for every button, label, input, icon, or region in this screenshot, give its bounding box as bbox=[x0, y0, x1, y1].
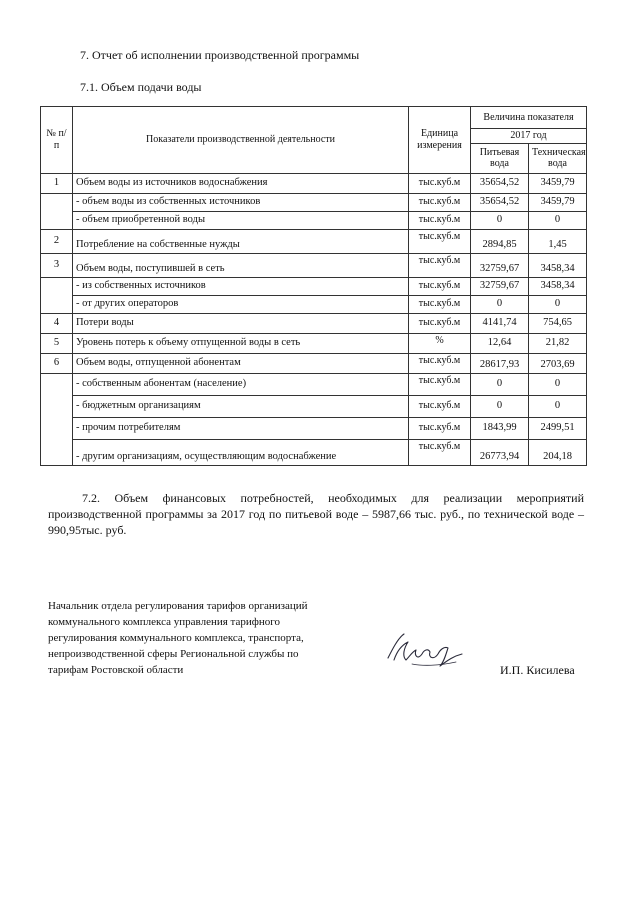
row-drinking: 0 bbox=[471, 295, 529, 313]
row-drinking: 26773,94 bbox=[471, 439, 529, 465]
row-technical: 2703,69 bbox=[529, 353, 587, 373]
row-num: 3 bbox=[41, 253, 73, 277]
row-name: Объем воды из источников водоснабжения bbox=[73, 173, 409, 193]
row-technical: 0 bbox=[529, 211, 587, 229]
table-row bbox=[41, 277, 587, 295]
finance-paragraph: 7.2. Объем финансовых потребностей, необходимых для реализации мероприятий производственной программы за 2017 год по питьевой воде – 5987,66 тыс. руб., по технической воде – 990,95тыс. руб. bbox=[48, 491, 584, 537]
row-technical: 3458,34 bbox=[529, 253, 587, 277]
row-num: 1 bbox=[41, 173, 73, 193]
header-drinking: Питьевая вода bbox=[471, 143, 529, 173]
row-num: 5 bbox=[41, 333, 73, 353]
signatory-title-line: коммунального комплекса управления тарифного bbox=[48, 616, 280, 628]
section-title: 7. Отчет об исполнении производственной программы bbox=[80, 48, 360, 62]
header-unit: Единица измерения bbox=[409, 107, 471, 174]
row-name: - объем воды из собственных источников bbox=[73, 193, 409, 211]
row-unit: тыс.куб.м bbox=[409, 193, 471, 211]
row-unit: тыс.куб.м bbox=[409, 395, 471, 417]
table-row bbox=[41, 313, 587, 333]
row-technical: 1,45 bbox=[529, 229, 587, 253]
row-drinking: 2894,85 bbox=[471, 229, 529, 253]
row-technical: 0 bbox=[529, 295, 587, 313]
table-row bbox=[41, 353, 587, 373]
table-row bbox=[41, 417, 587, 439]
signatory-title-line: Начальник отдела регулирования тарифов организаций bbox=[48, 600, 308, 612]
row-num-empty bbox=[41, 277, 73, 313]
row-technical: 0 bbox=[529, 373, 587, 395]
table-row bbox=[41, 193, 587, 211]
row-name: Потери воды bbox=[73, 313, 409, 333]
row-drinking: 28617,93 bbox=[471, 353, 529, 373]
row-name: Потребление на собственные нужды bbox=[73, 229, 409, 253]
signatory-title-line: непроизводственной сферы Региональной службы по bbox=[48, 648, 299, 660]
row-unit: тыс.куб.м bbox=[409, 253, 471, 277]
table-row bbox=[41, 395, 587, 417]
row-name: - объем приобретенной воды bbox=[73, 211, 409, 229]
row-drinking: 0 bbox=[471, 373, 529, 395]
table-row bbox=[41, 439, 587, 465]
row-name: Объем воды, отпущенной абонентам bbox=[73, 353, 409, 373]
table-row bbox=[41, 373, 587, 395]
row-unit: тыс.куб.м bbox=[409, 439, 471, 465]
section-subtitle: 7.1. Объем подачи воды bbox=[80, 80, 202, 94]
signatory-title-line: регулирования коммунального комплекса, транспорта, bbox=[48, 632, 304, 644]
row-drinking: 35654,52 bbox=[471, 173, 529, 193]
header-value: Величина показателя bbox=[471, 107, 587, 129]
table-row bbox=[41, 333, 587, 353]
row-name: - бюджетным организациям bbox=[73, 395, 409, 417]
handwritten-signature bbox=[382, 630, 472, 674]
row-drinking: 12,64 bbox=[471, 333, 529, 353]
table-row bbox=[41, 173, 587, 193]
row-name: - прочим потребителям bbox=[73, 417, 409, 439]
row-unit: тыс.куб.м bbox=[409, 173, 471, 193]
row-technical: 21,82 bbox=[529, 333, 587, 353]
table-row bbox=[41, 211, 587, 229]
table-row bbox=[41, 229, 587, 253]
row-technical: 754,65 bbox=[529, 313, 587, 333]
signatory-name: И.П. Кисилева bbox=[500, 663, 575, 677]
header-year: 2017 год bbox=[471, 129, 587, 144]
row-name: - от других операторов bbox=[73, 295, 409, 313]
header-indicator: Показатели производственной деятельности bbox=[73, 107, 409, 174]
row-unit: тыс.куб.м bbox=[409, 313, 471, 333]
row-unit: тыс.куб.м bbox=[409, 417, 471, 439]
row-num: 4 bbox=[41, 313, 73, 333]
row-unit: тыс.куб.м bbox=[409, 229, 471, 253]
row-drinking: 35654,52 bbox=[471, 193, 529, 211]
row-drinking: 32759,67 bbox=[471, 277, 529, 295]
row-technical: 3458,34 bbox=[529, 277, 587, 295]
row-drinking: 1843,99 bbox=[471, 417, 529, 439]
row-drinking: 4141,74 bbox=[471, 313, 529, 333]
row-unit: тыс.куб.м bbox=[409, 211, 471, 229]
row-technical: 2499,51 bbox=[529, 417, 587, 439]
row-name: Объем воды, поступившей в сеть bbox=[73, 253, 409, 277]
header-technical: Техническая вода bbox=[529, 143, 587, 173]
row-technical: 204,18 bbox=[529, 439, 587, 465]
row-num: 2 bbox=[41, 229, 73, 253]
row-name: - собственным абонентам (население) bbox=[73, 373, 409, 395]
row-technical: 0 bbox=[529, 395, 587, 417]
row-drinking: 0 bbox=[471, 211, 529, 229]
row-unit: тыс.куб.м bbox=[409, 277, 471, 295]
signatory-title bbox=[48, 598, 378, 678]
header-num: № п/п bbox=[41, 107, 73, 174]
water-supply-table bbox=[40, 106, 587, 466]
row-name: - другим организациям, осуществляющим водоснабжение bbox=[73, 439, 409, 465]
row-unit: % bbox=[409, 333, 471, 353]
row-unit: тыс.куб.м bbox=[409, 295, 471, 313]
row-drinking: 32759,67 bbox=[471, 253, 529, 277]
signatory-title-line: тарифам Ростовской области bbox=[48, 664, 184, 676]
row-num-empty bbox=[41, 373, 73, 465]
row-drinking: 0 bbox=[471, 395, 529, 417]
table-row bbox=[41, 295, 587, 313]
row-technical: 3459,79 bbox=[529, 193, 587, 211]
row-unit: тыс.куб.м bbox=[409, 353, 471, 373]
row-unit: тыс.куб.м bbox=[409, 373, 471, 395]
row-num: 6 bbox=[41, 353, 73, 373]
row-num-empty bbox=[41, 193, 73, 229]
table-row bbox=[41, 253, 587, 277]
row-name: Уровень потерь к объему отпущенной воды в сеть bbox=[73, 333, 409, 353]
row-name: - из собственных источников bbox=[73, 277, 409, 295]
row-technical: 3459,79 bbox=[529, 173, 587, 193]
